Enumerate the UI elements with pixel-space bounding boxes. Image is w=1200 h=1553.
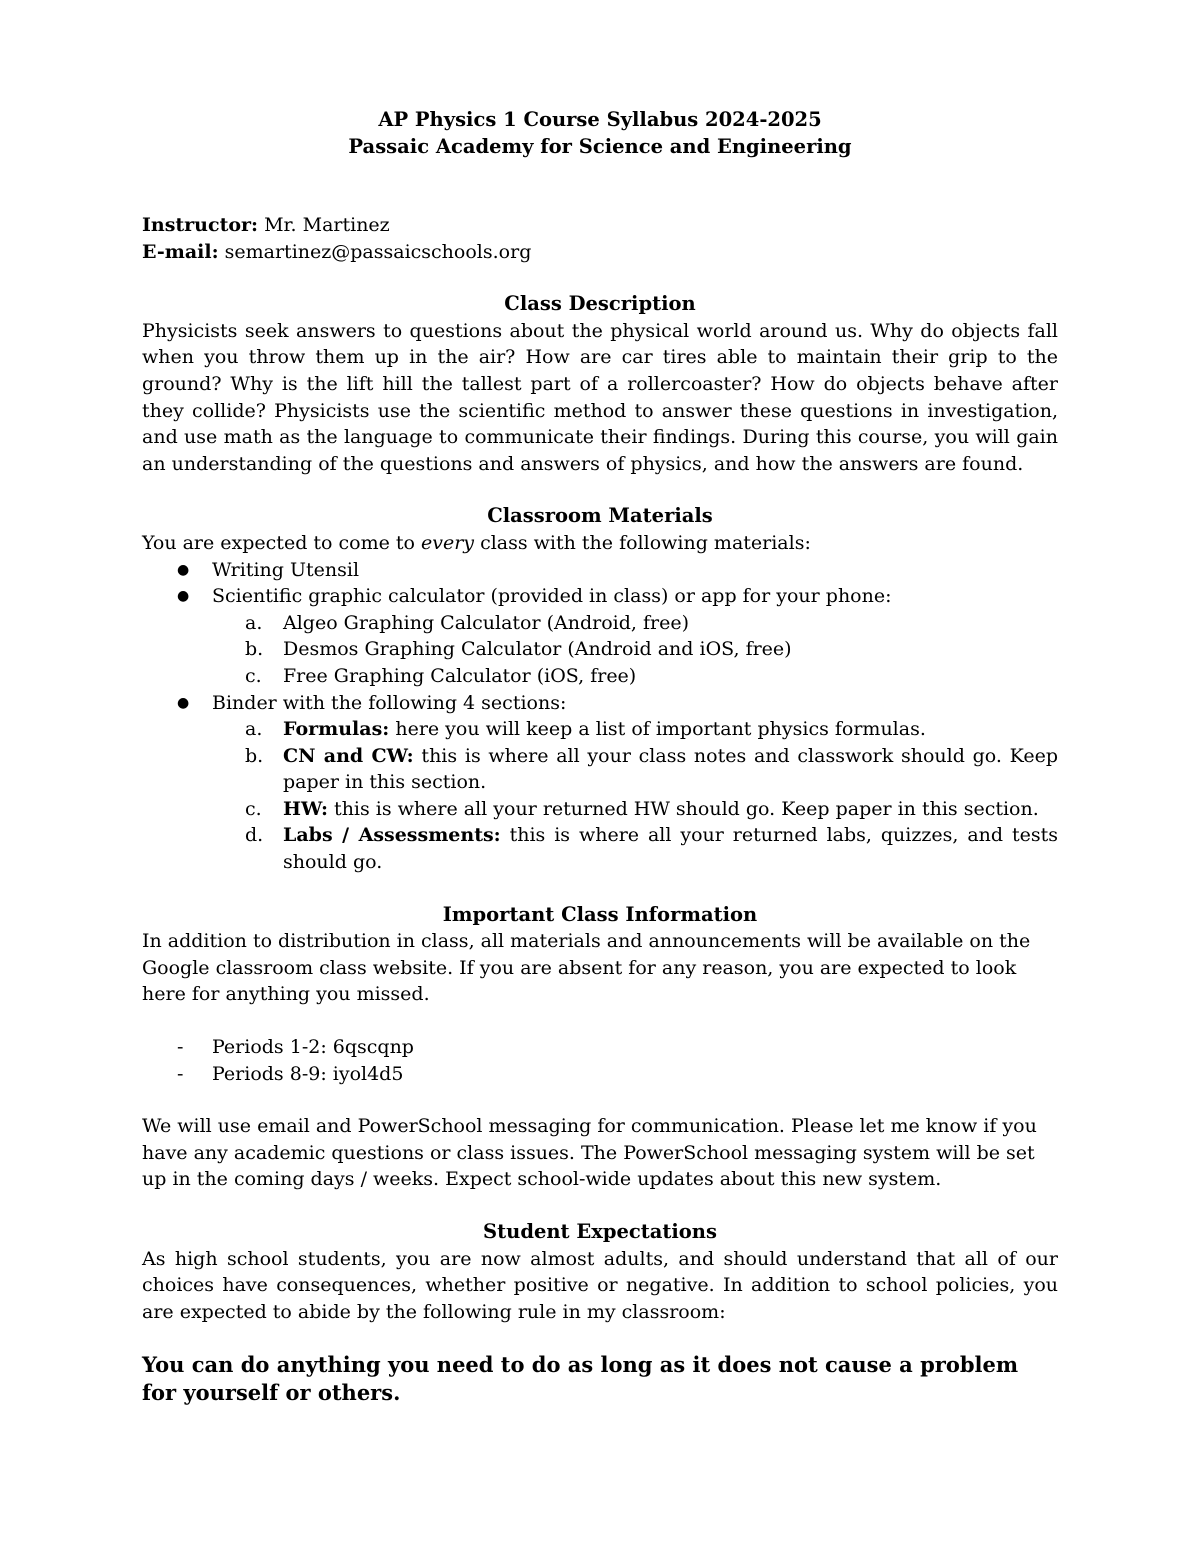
binder-section-text: here you will keep a list of important physics formulas.: [389, 718, 926, 741]
calculator-app-desmos: Desmos Graphing Calculator (Android and iOS, free): [283, 638, 792, 661]
binder-section-text: this is where all your returned labs, quizzes, and tests should go.: [283, 824, 1058, 874]
calculator-app-algeo: Algeo Graphing Calculator (Android, free): [283, 611, 689, 634]
list-marker: a.: [245, 611, 263, 634]
email-line: [142, 239, 1058, 266]
bullet-icon: ●: [177, 694, 190, 711]
binder-section-cn-cw: [283, 743, 1058, 796]
materials-intro-end: class with the following materials:: [474, 531, 811, 554]
instructor-line: [142, 212, 1058, 239]
materials-item-calculator: Scientific graphic calculator (provided in class) or app for your phone:: [212, 585, 892, 608]
binder-sections-list: [212, 716, 1058, 876]
list-item: [142, 716, 1058, 743]
instructor-label: Instructor:: [142, 214, 259, 236]
school-name: Passaic Academy for Science and Engineering: [348, 135, 852, 158]
bullet-icon: ●: [177, 588, 190, 605]
classroom-materials-heading: Classroom Materials: [487, 504, 713, 528]
course-title: AP Physics 1 Course Syllabus 2024-2025: [378, 108, 822, 131]
list-item: [142, 1034, 1058, 1061]
binder-section-labs: [283, 822, 1058, 875]
class-information-body: In addition to distribution in class, all materials and announcements will be available on the Google classroom class website. If you are absent for any reason, you are expected to look here for anything you missed.: [142, 930, 1031, 1006]
classroom-rule: You can do anything you need to do as long as it does not cause a problem for yourself or others.: [142, 1352, 1019, 1406]
list-marker: c.: [245, 797, 262, 820]
list-item: [142, 663, 1058, 690]
class-code-periods-1-2: Periods 1-2: 6qscqnp: [212, 1036, 414, 1059]
calculator-app-free: Free Graphing Calculator (iOS, free): [283, 664, 637, 687]
materials-intro-start: You are expected to come to: [142, 531, 421, 554]
list-item: [142, 1061, 1058, 1088]
materials-list: [142, 557, 1058, 876]
student-expectations-heading: Student Expectations: [483, 1220, 717, 1243]
email-label: E-mail:: [142, 240, 219, 263]
communication-paragraph: We will use email and PowerSchool messaging for communication. Please let me know if you have any academic questions or class issues. The PowerSchool messaging system will be set up in the coming days / weeks. Expect school-wide updates about this new system.: [142, 1115, 1037, 1191]
list-item: [142, 796, 1058, 823]
list-item: [142, 583, 1058, 689]
bullet-icon: ●: [177, 561, 190, 578]
list-marker: b.: [245, 744, 264, 767]
materials-item-binder: Binder with the following 4 sections:: [212, 691, 567, 714]
instructor-name: Mr. Martinez: [258, 214, 390, 236]
materials-intro: [142, 530, 1058, 557]
list-marker: d.: [245, 824, 264, 847]
list-item: [142, 636, 1058, 663]
class-description-body: Physicists seek answers to questions about the physical world around us. Why do objects fall when you throw them up in the air? How are car tires able to maintain their grip to the ground? Why is the lift hill the tallest part of a rollercoaster? How do objects behave after they collide? Physicists use the scientific method to answer these questions in investigation, and use math as the language to communicate their findings. During this course, you will gain an understanding of the questions and answers of physics, and how the answers are found.: [142, 319, 1058, 475]
binder-section-label: HW:: [283, 797, 329, 820]
list-item: [142, 690, 1058, 876]
email-address: semartinez@passaicschools.org: [218, 240, 532, 263]
class-code-periods-8-9: Periods 8-9: iyol4d5: [212, 1062, 404, 1085]
materials-intro-emphasis: every: [421, 531, 475, 554]
class-information-heading: Important Class Information: [442, 902, 758, 926]
binder-section-label: Labs / Assessments:: [283, 824, 501, 847]
materials-item-utensil: Writing Utensil: [212, 558, 360, 581]
binder-section-text: this is where all your class notes and classwork should go. Keep paper in this section.: [283, 744, 1058, 794]
class-description-heading: Class Description: [504, 292, 696, 316]
page-content: [142, 106, 1058, 1407]
binder-section-label: Formulas:: [283, 718, 390, 741]
class-codes-list: [142, 1034, 1058, 1087]
list-item: [142, 743, 1058, 796]
list-marker: c.: [245, 664, 262, 687]
student-expectations-body: As high school students, you are now almost adults, and should understand that all of our choices have consequences, whether positive or negative. In addition to school policies, you are expected to abide by the following rule in my classroom:: [142, 1247, 1058, 1323]
binder-section-formulas: [283, 716, 1058, 743]
binder-section-label: CN and CW:: [283, 744, 414, 767]
list-item: [142, 822, 1058, 875]
calculator-app-list: [212, 610, 1058, 690]
dash-marker: -: [177, 1062, 184, 1085]
list-marker: a.: [245, 718, 263, 741]
binder-section-hw: [283, 796, 1058, 823]
list-marker: b.: [245, 638, 264, 661]
list-item: [142, 610, 1058, 637]
dash-marker: -: [177, 1036, 184, 1059]
list-item: [142, 557, 1058, 584]
binder-section-text: this is where all your returned HW should go. Keep paper in this section.: [328, 797, 1039, 820]
